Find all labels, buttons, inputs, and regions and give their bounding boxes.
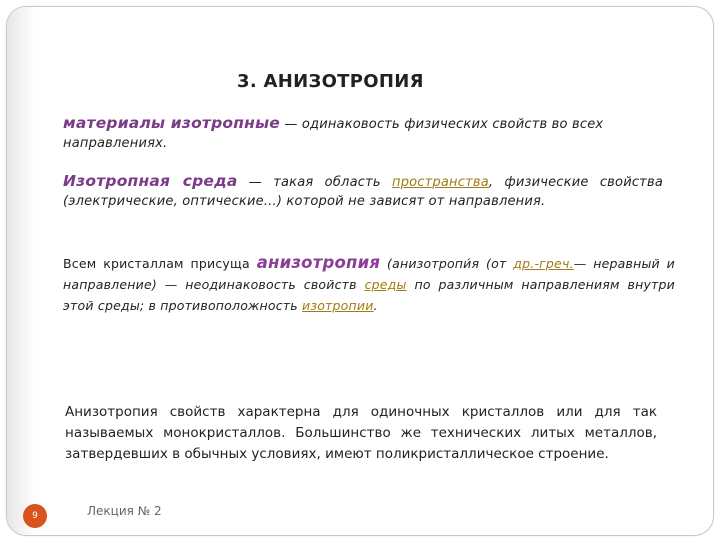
slide-title: 3. АНИЗОТРОПИЯ (237, 71, 424, 92)
link-medium[interactable]: среды (364, 277, 407, 292)
slide (6, 6, 714, 536)
paragraph-isotropic-medium (63, 172, 663, 211)
paragraph-anisotropy (63, 252, 675, 316)
term-isotropic-materials: материалы изотропные (63, 114, 280, 132)
slide-number-badge: 9 (23, 504, 47, 528)
term-isotropic-medium: Изотропная среда (63, 172, 238, 190)
paragraph-polycrystalline: Анизотропия свойств характерна для одиночных кристаллов или для так называемых монокристаллов. Большинство же технических литых металлов, затвердевших в обычных условиях, имеют поликристаллическое строение. (65, 404, 657, 462)
term-anisotropy: анизотропия (256, 253, 381, 272)
link-ancient-greek[interactable]: др.-греч. (513, 256, 574, 271)
footer-lecture-label: Лекция № 2 (87, 504, 162, 518)
definition-text: , физические свойства (электрические, оптические...) которой не зависят от направления. (63, 175, 663, 209)
definition-text: по различным направлениям внутри этой среды; в противоположность (63, 277, 675, 313)
link-space[interactable]: пространства (392, 175, 489, 190)
lead-text: Всем кристаллам присуща (63, 256, 257, 271)
definition-text: . (373, 298, 378, 313)
definition-text: — неравный и направление) — неодинаковость свойств (63, 256, 675, 292)
definition-text: — такая область (237, 175, 392, 190)
paragraph-isotropic-materials (63, 114, 663, 153)
link-isotropy[interactable]: изотропии (302, 298, 374, 313)
definition-text: (анизотропи́я (от (380, 256, 514, 271)
definition-text: — одинаковость физических свойств во всех направлениях. (63, 117, 604, 151)
decorative-band (7, 7, 35, 535)
